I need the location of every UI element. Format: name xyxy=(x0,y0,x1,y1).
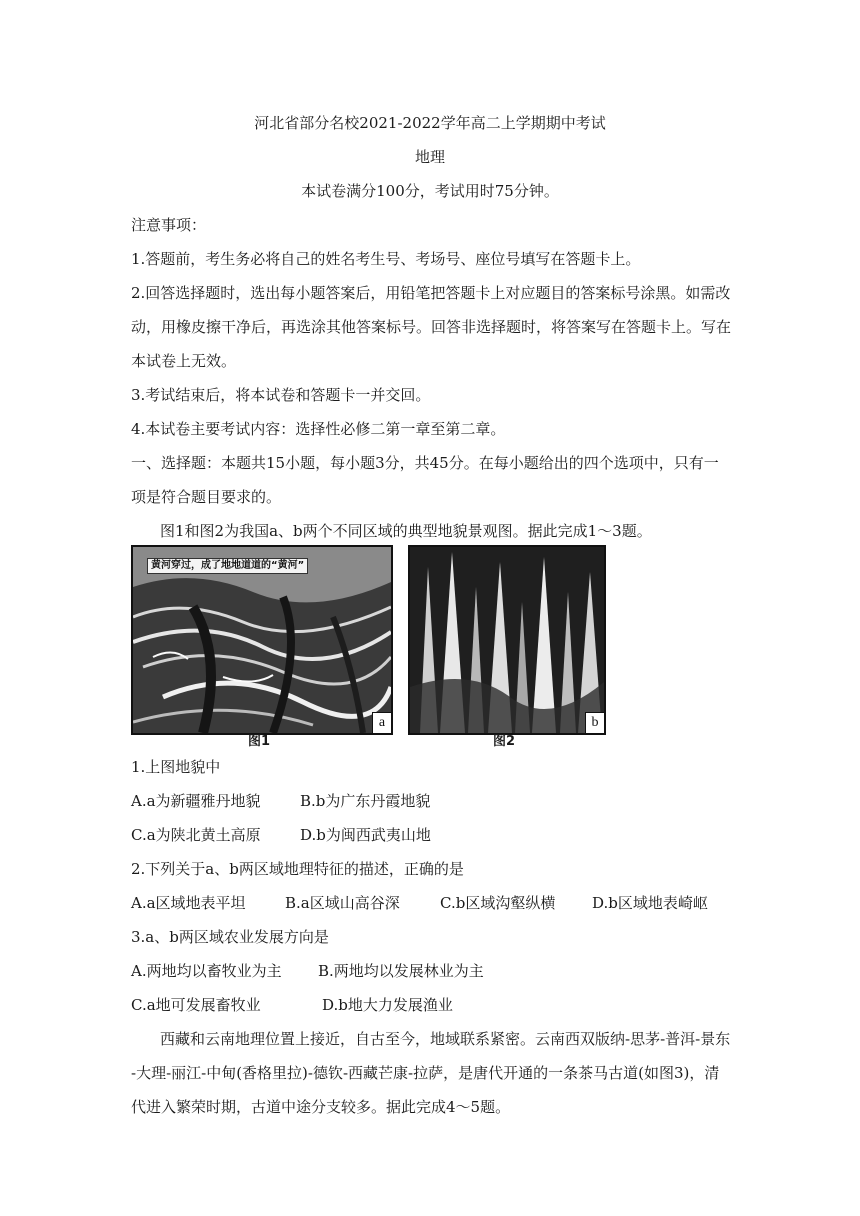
question-3-option-d: D.b地大力发展渔业 xyxy=(322,996,453,1014)
question-3-stem: 3.a、b两区域农业发展方向是 xyxy=(131,928,329,946)
question-2-option-d: D.b区域地表崎岖 xyxy=(592,894,708,912)
notice-heading: 注意事项： xyxy=(131,216,207,234)
figure-1-label: 图1 xyxy=(248,734,271,749)
notice-item-4: 4.本试卷主要考试内容：选择性必修二第一章至第二章。 xyxy=(131,420,506,438)
question-2-option-c: C.b区域沟壑纵横 xyxy=(440,894,556,912)
question-1-option-d: D.b为闽西武夷山地 xyxy=(300,826,431,844)
passage-line-3: 代进入繁荣时期，古道中途分支较多。据此完成4～5题。 xyxy=(131,1098,511,1116)
exam-info: 本试卷满分100分，考试用时75分钟。 xyxy=(301,182,559,200)
question-3-option-c: C.a地可发展畜牧业 xyxy=(131,996,261,1014)
section-intro: 图1和图2为我国a、b两个不同区域的典型地貌景观图。据此完成1～3题。 xyxy=(160,522,652,540)
question-2-option-a: A.a区域地表平坦 xyxy=(131,894,246,912)
question-1-option-c: C.a为陕北黄土高原 xyxy=(131,826,261,844)
loess-terrain-illustration xyxy=(133,547,391,733)
notice-item-2-line-1: 2.回答选择题时，选出每小题答案后，用铅笔把答题卡上对应题目的答案标号涂黑。如需改 xyxy=(131,284,731,302)
figure-2-photo xyxy=(408,545,606,735)
question-1-option-b: B.b为广东丹霞地貌 xyxy=(300,792,431,810)
question-1-stem: 1.上图地貌中 xyxy=(131,758,221,776)
figure-2-corner-label: b xyxy=(585,712,604,733)
notice-item-2-line-3: 本试卷上无效。 xyxy=(131,352,237,370)
question-2-stem: 2.下列关于a、b两区域地理特征的描述，正确的是 xyxy=(131,860,464,878)
question-3-option-a: A.两地均以畜牧业为主 xyxy=(131,962,282,980)
notice-item-3: 3.考试结束后，将本试卷和答题卡一并交回。 xyxy=(131,386,431,404)
exam-title: 河北省部分名校2021-2022学年高二上学期期中考试 xyxy=(254,114,606,132)
figure-2-label: 图2 xyxy=(493,734,516,749)
karst-peaks-illustration xyxy=(410,547,604,733)
figure-1-photo-caption: 黄河穿过，成了地地道道的“黄河” xyxy=(147,558,308,574)
notice-item-2-line-2: 动，用橡皮擦干净后，再选涂其他答案标号。回答非选择题时，将答案写在答题卡上。写在 xyxy=(131,318,732,336)
figure-1-corner-label: a xyxy=(372,712,391,733)
section-heading-line-2: 项是符合题目要求的。 xyxy=(131,488,282,506)
question-3-option-b: B.两地均以发展林业为主 xyxy=(318,962,484,980)
passage-line-1: 西藏和云南地理位置上接近，自古至今，地域联系紧密。云南西双版纳-思茅-普洱-景东 xyxy=(160,1030,731,1048)
section-heading-line-1: 一、选择题：本题共15小题，每小题3分，共45分。在每小题给出的四个选项中，只有一 xyxy=(131,454,719,472)
question-2-option-b: B.a区域山高谷深 xyxy=(285,894,400,912)
notice-item-1: 1.答题前，考生务必将自己的姓名考生号、考场号、座位号填写在答题卡上。 xyxy=(131,250,641,268)
question-1-option-a: A.a为新疆雅丹地貌 xyxy=(131,792,261,810)
passage-line-2: -大理-丽江-中甸(香格里拉)-德钦-西藏芒康-拉萨，是唐代开通的一条茶马古道(如图3)，清 xyxy=(131,1064,720,1082)
subject-title: 地理 xyxy=(414,148,445,166)
